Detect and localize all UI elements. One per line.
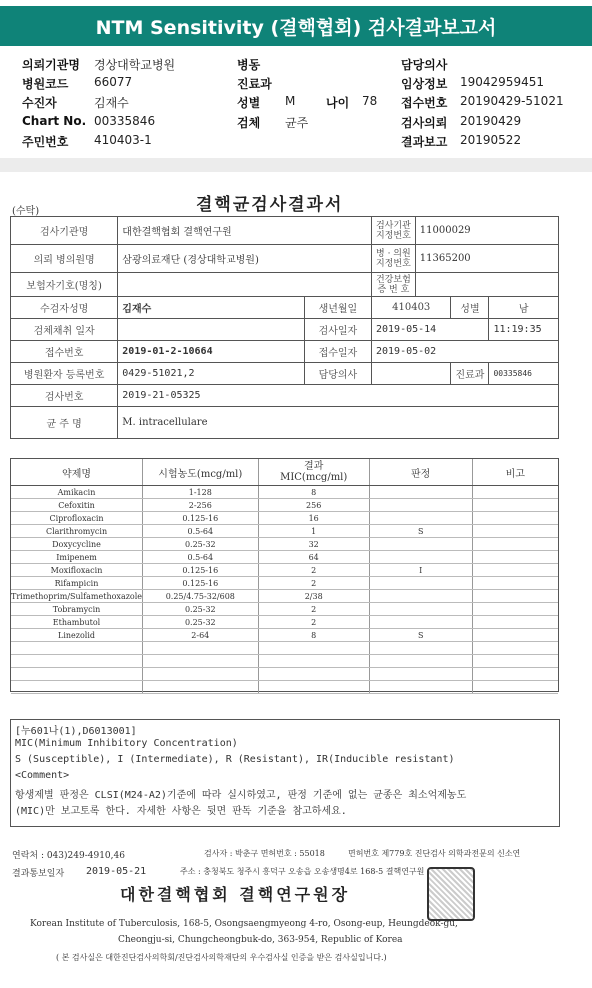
cell-label: 균 주 명 bbox=[11, 407, 118, 439]
doc-title: 결핵균검사결과서 bbox=[196, 195, 344, 215]
table-row bbox=[11, 525, 558, 538]
org-address-en: Cheongju-si, Chungcheongbuk-do, 363-954, Republic of Korea bbox=[118, 935, 403, 945]
table-cell bbox=[472, 603, 558, 616]
header-value: 410403-1 bbox=[94, 133, 152, 147]
table-cell bbox=[472, 499, 558, 512]
header-label: 담당의사 bbox=[401, 58, 448, 72]
cell-label: 병원환자 등록번호 bbox=[11, 363, 118, 385]
table-cell: 2 bbox=[258, 603, 369, 616]
table-cell bbox=[472, 538, 558, 551]
table-cell: Rifampicin bbox=[11, 577, 143, 590]
header-label: 검체 bbox=[237, 116, 261, 130]
table-row bbox=[11, 655, 558, 668]
table-cell: Doxycycline bbox=[11, 538, 143, 551]
org-name-kr: 대한결핵협회 결핵연구원장 bbox=[120, 885, 351, 904]
cell-value bbox=[118, 273, 372, 297]
examiner-info: 검사자 : 박춘구 면허번호 : 55018 bbox=[204, 849, 325, 858]
table-cell: 1-128 bbox=[143, 486, 259, 499]
table-cell bbox=[472, 681, 558, 694]
header-value: 00335846 bbox=[94, 114, 156, 128]
header-label: 임상정보 bbox=[401, 77, 448, 91]
table-row bbox=[11, 668, 558, 681]
drug-table-header bbox=[11, 459, 558, 486]
table-cell bbox=[143, 681, 259, 694]
cell-value: 00335846 bbox=[489, 363, 559, 385]
scanned-report bbox=[0, 172, 592, 988]
table-cell: 0.25-32 bbox=[143, 538, 259, 551]
header-value: 19042959451 bbox=[460, 75, 544, 89]
cell-label: 담당의사 bbox=[304, 363, 371, 385]
cell-value bbox=[371, 363, 450, 385]
cell-value: 삼광의료재단 (경상대학교병원) bbox=[118, 245, 372, 273]
cell-value: 410403 bbox=[371, 297, 450, 319]
cell-value: 김재수 bbox=[118, 297, 305, 319]
table-row bbox=[11, 538, 558, 551]
table-cell bbox=[258, 655, 369, 668]
header-value: M bbox=[285, 94, 296, 108]
cell-value: 2019-05-14 bbox=[371, 319, 488, 341]
header-label: 성별 bbox=[237, 96, 261, 110]
table-row bbox=[11, 681, 558, 694]
corner-note: (수탁) bbox=[12, 206, 40, 217]
table-cell bbox=[11, 642, 143, 655]
header-row bbox=[0, 75, 592, 93]
cell-value: 11365200 bbox=[415, 245, 558, 273]
table-cell: S bbox=[369, 629, 472, 642]
header-row bbox=[0, 114, 592, 132]
table-cell bbox=[472, 668, 558, 681]
table-cell: 64 bbox=[258, 551, 369, 564]
table-cell: Moxifloxacin bbox=[11, 564, 143, 577]
table-cell: Tobramycin bbox=[11, 603, 143, 616]
table-cell: 2/38 bbox=[258, 590, 369, 603]
report-title: NTM Sensitivity (결핵협회) 검사결과보고서 bbox=[0, 6, 592, 46]
table-cell: Trimethoprim/Sulfamethoxazole bbox=[11, 591, 143, 601]
table-cell: 1 bbox=[258, 525, 369, 538]
table-cell bbox=[472, 590, 558, 603]
table-cell: 8 bbox=[258, 486, 369, 499]
address-info: 주소 : 충청북도 청주시 흥덕구 오송읍 오송생명4로 168-5 결핵연구원 bbox=[180, 867, 425, 876]
header-label: 의뢰기관명 bbox=[22, 58, 80, 72]
cell-label: 검사기관 지정번호 bbox=[371, 217, 415, 245]
cell-label: 수검자성명 bbox=[11, 297, 118, 319]
official-seal-icon bbox=[427, 867, 475, 921]
header-label: 병동 bbox=[237, 58, 261, 72]
comment-line: MIC(Minimum Inhibitory Concentration) bbox=[15, 738, 238, 749]
section-divider bbox=[0, 158, 592, 172]
comment-line: [누601나(1),D6013001] bbox=[15, 726, 137, 737]
cell-value: 대한결핵협회 결핵연구원 bbox=[118, 217, 372, 245]
cell-value: 11:19:35 bbox=[489, 319, 559, 341]
header-value: 78 bbox=[362, 94, 378, 108]
table-cell bbox=[369, 577, 472, 590]
table-cell bbox=[11, 681, 143, 694]
contact-info: 연락처 : 043)249-4910,46 bbox=[12, 851, 125, 861]
table-cell bbox=[369, 486, 472, 499]
cell-label: 성별 bbox=[451, 297, 489, 319]
comment-line: (MIC)만 보고토록 한다. 자세한 사항은 뒷면 판독 기준을 참고하세요. bbox=[15, 806, 347, 817]
header-row bbox=[0, 94, 592, 112]
cell-label: 검체채취 일자 bbox=[11, 319, 118, 341]
comment-line: <Comment> bbox=[15, 770, 70, 781]
table-cell bbox=[369, 616, 472, 629]
drug-table bbox=[11, 459, 558, 694]
cell-value bbox=[415, 273, 558, 297]
table-cell bbox=[11, 668, 143, 681]
table-cell bbox=[369, 551, 472, 564]
header-value: 66077 bbox=[94, 75, 133, 89]
table-cell: I bbox=[369, 564, 472, 577]
table-cell bbox=[258, 681, 369, 694]
cell-value: M. intracellulare bbox=[118, 407, 559, 439]
table-cell bbox=[369, 655, 472, 668]
license-info: 면허번호 제779호 진단검사 의학과전문의 신소연 bbox=[348, 849, 521, 858]
col-header: 결과 MIC(mcg/ml) bbox=[258, 459, 369, 486]
table-row bbox=[11, 486, 558, 499]
table-row bbox=[11, 551, 558, 564]
table-cell: 0.5-64 bbox=[143, 551, 259, 564]
col-header: 비고 bbox=[472, 459, 558, 486]
table-cell: S bbox=[369, 525, 472, 538]
header-row bbox=[0, 133, 592, 151]
table-cell: Clarithromycin bbox=[11, 525, 143, 538]
comment-line: 항생제별 판정은 CLSI(M24-A2)기준에 따라 실시하였고, 판정 기준에 없는 균종은 최소억제농도 bbox=[15, 790, 467, 801]
report-header bbox=[0, 50, 592, 153]
table-row bbox=[11, 603, 558, 616]
header-value: 20190429 bbox=[460, 114, 522, 128]
table-cell bbox=[472, 577, 558, 590]
table-cell bbox=[472, 564, 558, 577]
col-header: 약제명 bbox=[11, 459, 143, 486]
table-row bbox=[11, 590, 558, 603]
drug-table-frame bbox=[10, 458, 559, 692]
table-row bbox=[11, 512, 558, 525]
table-cell: 0.125-16 bbox=[143, 564, 259, 577]
header-label: 진료과 bbox=[237, 77, 272, 91]
cell-value: 2019-21-05325 bbox=[118, 385, 559, 407]
cell-label: 검사기관명 bbox=[11, 217, 118, 245]
report-date-label: 결과통보일자 bbox=[12, 869, 65, 879]
cell-value: 2019-05-02 bbox=[371, 341, 558, 363]
table-cell: 0.25-32 bbox=[143, 603, 259, 616]
table-row bbox=[11, 629, 558, 642]
table-cell bbox=[143, 668, 259, 681]
table-cell bbox=[472, 642, 558, 655]
table-cell: 2-256 bbox=[143, 499, 259, 512]
table-cell: Ciprofloxacin bbox=[11, 512, 143, 525]
cell-label: 검사번호 bbox=[11, 385, 118, 407]
cell-label: 병 · 의원 지정번호 bbox=[371, 245, 415, 273]
header-value: 균주 bbox=[285, 116, 309, 130]
header-label: 주민번호 bbox=[22, 135, 69, 149]
header-label: 병원코드 bbox=[22, 77, 69, 91]
table-cell bbox=[143, 655, 259, 668]
table-cell bbox=[472, 486, 558, 499]
col-header: 판정 bbox=[369, 459, 472, 486]
table-cell bbox=[11, 655, 143, 668]
table-cell bbox=[472, 551, 558, 564]
header-label: 접수번호 bbox=[401, 96, 448, 110]
table-row bbox=[11, 499, 558, 512]
table-cell bbox=[472, 655, 558, 668]
table-cell: 0.125-16 bbox=[143, 512, 259, 525]
header-value: 20190429-51021 bbox=[460, 94, 564, 108]
table-cell: 256 bbox=[258, 499, 369, 512]
cell-value bbox=[118, 319, 305, 341]
table-cell: 8 bbox=[258, 629, 369, 642]
table-cell bbox=[369, 512, 472, 525]
col-header: 시험농도(mcg/ml) bbox=[143, 459, 259, 486]
table-cell bbox=[369, 590, 472, 603]
table-cell bbox=[143, 642, 259, 655]
table-cell: Linezolid bbox=[11, 629, 143, 642]
comment-line: S (Susceptible), I (Intermediate), R (Resistant), IR(Inducible resistant) bbox=[15, 754, 455, 765]
header-label: 검사의뢰 bbox=[401, 116, 448, 130]
table-cell: Cefoxitin bbox=[11, 499, 143, 512]
table-cell bbox=[472, 616, 558, 629]
header-label: 결과보고 bbox=[401, 135, 448, 149]
cell-label: 접수일자 bbox=[304, 341, 371, 363]
table-cell: 2-64 bbox=[143, 629, 259, 642]
table-cell bbox=[258, 668, 369, 681]
cell-value: 2019-01-2-10664 bbox=[118, 341, 305, 363]
table-cell: 32 bbox=[258, 538, 369, 551]
header-value: 경상대학교병원 bbox=[94, 58, 176, 72]
table-cell: 0.25/4.75-32/608 bbox=[143, 590, 259, 603]
table-cell: 16 bbox=[258, 512, 369, 525]
table-cell bbox=[472, 512, 558, 525]
cell-label: 생년월일 bbox=[304, 297, 371, 319]
table-cell: Imipenem bbox=[11, 551, 143, 564]
table-row bbox=[11, 616, 558, 629]
table-cell: Amikacin bbox=[11, 486, 143, 499]
cell-value: 0429-51021,2 bbox=[118, 363, 305, 385]
table-cell bbox=[369, 668, 472, 681]
certification-note: ( 본 검사실은 대한진단검사의학회/진단검사의학재단의 우수검사실 인증을 받은 검사실입니다.) bbox=[56, 953, 387, 962]
comment-box bbox=[10, 719, 560, 827]
cell-value: 11000029 bbox=[415, 217, 558, 245]
table-cell bbox=[258, 642, 369, 655]
header-value: 김재수 bbox=[94, 96, 129, 110]
table-row bbox=[11, 577, 558, 590]
table-cell: 2 bbox=[258, 577, 369, 590]
table-cell: 0.25-32 bbox=[143, 616, 259, 629]
table-row bbox=[11, 564, 558, 577]
cell-label: 의뢰 병의원명 bbox=[11, 245, 118, 273]
table-cell: 0.5-64 bbox=[143, 525, 259, 538]
table-cell: 0.125-16 bbox=[143, 577, 259, 590]
table-cell: Ethambutol bbox=[11, 616, 143, 629]
table-cell bbox=[369, 681, 472, 694]
cell-value: 남 bbox=[489, 297, 559, 319]
header-label: Chart No. bbox=[22, 114, 87, 128]
cell-label: 건강보험 증 번 호 bbox=[371, 273, 415, 297]
header-label: 나이 bbox=[326, 96, 350, 110]
table-cell bbox=[472, 525, 558, 538]
table-cell bbox=[369, 538, 472, 551]
org-address-en: Korean Institute of Tuberculosis, 168-5, Osongsaengmyeong 4-ro, Osong-eup, Heungdeok-gu, bbox=[30, 919, 458, 929]
header-row bbox=[0, 56, 592, 74]
table-cell bbox=[369, 603, 472, 616]
table-cell: 2 bbox=[258, 564, 369, 577]
table-cell bbox=[369, 642, 472, 655]
table-row bbox=[11, 642, 558, 655]
patient-info-table bbox=[10, 216, 559, 439]
table-cell: 2 bbox=[258, 616, 369, 629]
table-cell bbox=[472, 629, 558, 642]
cell-label: 접수번호 bbox=[11, 341, 118, 363]
cell-label: 진료과 bbox=[451, 363, 489, 385]
report-date: 2019-05-21 bbox=[86, 866, 147, 877]
cell-label: 검사일자 bbox=[304, 319, 371, 341]
cell-label: 보험자기호(명칭) bbox=[11, 273, 118, 297]
table-cell bbox=[369, 499, 472, 512]
header-label: 수진자 bbox=[22, 96, 57, 110]
header-value: 20190522 bbox=[460, 133, 522, 147]
